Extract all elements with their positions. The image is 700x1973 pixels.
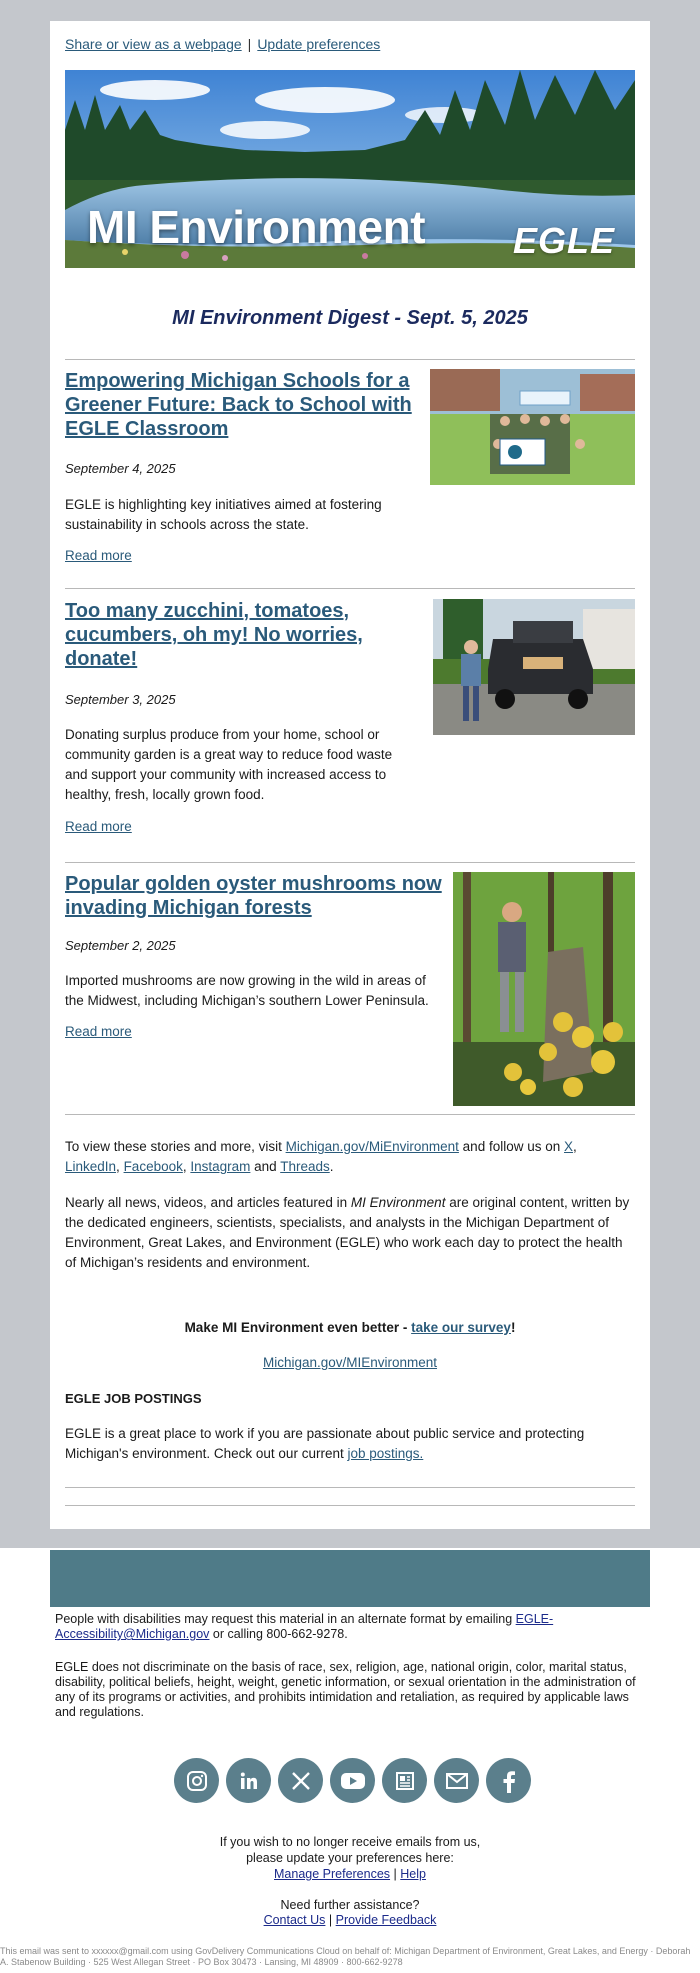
- facebook-icon[interactable]: [486, 1758, 531, 1803]
- follow-text: ,: [182, 1159, 191, 1174]
- help-link[interactable]: Help: [400, 1867, 426, 1881]
- manage-preferences-link[interactable]: Manage Preferences: [274, 1867, 391, 1881]
- divider: [65, 1487, 635, 1488]
- survey-link[interactable]: take our survey: [411, 1320, 511, 1335]
- story-date: September 2, 2025: [65, 938, 176, 953]
- divider: [65, 588, 635, 589]
- about-text: Nearly all news, videos, and articles featured in: [65, 1195, 351, 1210]
- digest-title: MI Environment Digest - Sept. 5, 2025: [172, 307, 528, 329]
- story-title-link[interactable]: Too many zucchini, tomatoes, cucumbers, oh my! No worries, donate!: [65, 600, 363, 670]
- story-title-link[interactable]: Empowering Michigan Schools for a Greener Future: Back to School with EGLE Classroom: [65, 370, 412, 440]
- accessibility-text: People with disabilities may request this material in an alternate format by emailing: [55, 1612, 516, 1626]
- follow-text: ,: [573, 1139, 577, 1154]
- email-card: [50, 21, 650, 1529]
- nondiscrimination-note: EGLE does not discriminate on the basis of race, sex, religion, age, national origin, color, marital status, disability, political beliefs, height, weight, genetic information, or sexual orientation in the administration of any of its programs or activities, and prohibits intimidation and retaliation, as required by applicable laws and regulations.: [55, 1660, 636, 1719]
- story-description: Donating surplus produce from your home, school or community garden is a great way to reduce food waste and support your community with increased access to healthy, fresh, locally grown food.: [65, 727, 393, 802]
- unsubscribe-line-2: please update your preferences here:: [246, 1851, 454, 1865]
- linkedin-link[interactable]: LinkedIn: [65, 1159, 117, 1174]
- accessibility-note: [55, 1612, 645, 1642]
- follow-text: To view these stories and more, visit: [65, 1139, 286, 1154]
- about-italic: MI Environment: [350, 1195, 446, 1210]
- hero-banner: [65, 70, 635, 268]
- accessibility-email-link[interactable]: EGLE-Accessibility@Michigan.gov: [55, 1612, 554, 1641]
- story-image-mushrooms[interactable]: [453, 872, 635, 1106]
- sent-to-note: This email was sent to xxxxxx@gmail.com using GovDelivery Communications Cloud on behalf of: Michigan Department of Environment, Great Lakes, and Energy · Deborah A. Stabenow Building · 525 West Allegan Street · PO Box 30473 · Lansing, MI 48909 · 800-662-9278: [0, 1946, 691, 1967]
- read-more-link[interactable]: Read more: [65, 819, 132, 834]
- prehead: [65, 36, 380, 52]
- contact-links: [0, 1912, 700, 1928]
- hero-title: MI Environment: [87, 201, 426, 253]
- story-item: [65, 599, 635, 839]
- follow-text: ,: [116, 1159, 124, 1174]
- email-icon[interactable]: [434, 1758, 479, 1803]
- story-image-classroom-group[interactable]: [430, 369, 635, 485]
- divider: [65, 1114, 635, 1115]
- jobs-heading: EGLE JOB POSTINGS: [65, 1391, 202, 1406]
- facebook-link[interactable]: Facebook: [123, 1159, 183, 1174]
- x-icon[interactable]: [278, 1758, 323, 1803]
- read-more-link[interactable]: Read more: [65, 548, 132, 563]
- instagram-link[interactable]: Instagram: [190, 1159, 251, 1174]
- youtube-icon[interactable]: [330, 1758, 375, 1803]
- threads-link[interactable]: Threads: [280, 1159, 330, 1174]
- story-item: [65, 872, 635, 1107]
- contact-us-link[interactable]: Contact Us: [263, 1913, 326, 1927]
- linkedin-icon[interactable]: [226, 1758, 271, 1803]
- mienvironment-site-link[interactable]: Michigan.gov/MIEnvironment: [262, 1355, 438, 1370]
- story-image-produce-truck[interactable]: [433, 599, 635, 735]
- read-more-link[interactable]: Read more: [65, 1024, 132, 1039]
- preferences-links: [0, 1866, 700, 1882]
- story-description: Imported mushrooms are now growing in the wild in areas of the Midwest, including Michigan’s southern Lower Peninsula.: [65, 973, 429, 1008]
- instagram-icon[interactable]: [174, 1758, 219, 1803]
- divider: [65, 359, 635, 360]
- about-text: are original content, written by the dedicated engineers, scientists, specialists, and analysts in the Michigan Department of Environment, Great Lakes, and Environment (EGLE) who work each day to protect the health of Michigan’s residents and environment.: [65, 1195, 630, 1270]
- story-date: September 4, 2025: [65, 461, 176, 476]
- assistance-line: Need further assistance?: [280, 1898, 420, 1912]
- update-preferences-link[interactable]: Update preferences: [257, 36, 381, 52]
- survey-text: !: [510, 1320, 516, 1335]
- social-icons-row: [174, 1758, 531, 1803]
- prehead-separator: |: [247, 36, 252, 52]
- jobs-text: EGLE is a great place to work if you are passionate about public service and protecting Michigan's environment. Check out our current: [65, 1426, 585, 1461]
- story-item: [65, 369, 635, 579]
- share-webpage-link[interactable]: Share or view as a webpage: [65, 36, 242, 52]
- divider: [65, 1505, 635, 1506]
- x-link[interactable]: X: [564, 1139, 574, 1154]
- jobs-paragraph: [65, 1424, 635, 1464]
- follow-paragraph: [65, 1137, 635, 1177]
- story-title-link[interactable]: Popular golden oyster mushrooms now invading Michigan forests: [65, 873, 442, 919]
- about-paragraph: [65, 1193, 635, 1273]
- divider: [65, 862, 635, 863]
- story-description: EGLE is highlighting key initiatives aimed at fostering sustainability in schools across the state.: [65, 497, 382, 532]
- follow-text: and: [250, 1159, 281, 1174]
- egle-logo: EGLE: [512, 220, 615, 261]
- news-icon[interactable]: [382, 1758, 427, 1803]
- site-link-line: [65, 1355, 635, 1370]
- links-separator: |: [328, 1913, 333, 1927]
- provide-feedback-link[interactable]: Provide Feedback: [335, 1913, 437, 1927]
- follow-text: .: [329, 1159, 334, 1174]
- links-separator: |: [393, 1867, 397, 1881]
- follow-text: and follow us on: [458, 1139, 564, 1154]
- footer-bar: [50, 1550, 650, 1607]
- story-date: September 3, 2025: [65, 692, 176, 707]
- job-postings-link[interactable]: job postings.: [347, 1446, 424, 1461]
- survey-text: Make MI Environment even better -: [184, 1320, 412, 1335]
- accessibility-text: or calling 800-662-9278.: [209, 1627, 348, 1641]
- survey-line: [65, 1320, 635, 1335]
- unsubscribe-line-1: If you wish to no longer receive emails from us,: [219, 1835, 481, 1849]
- mienvironment-link[interactable]: Michigan.gov/MiEnvironment: [285, 1139, 459, 1154]
